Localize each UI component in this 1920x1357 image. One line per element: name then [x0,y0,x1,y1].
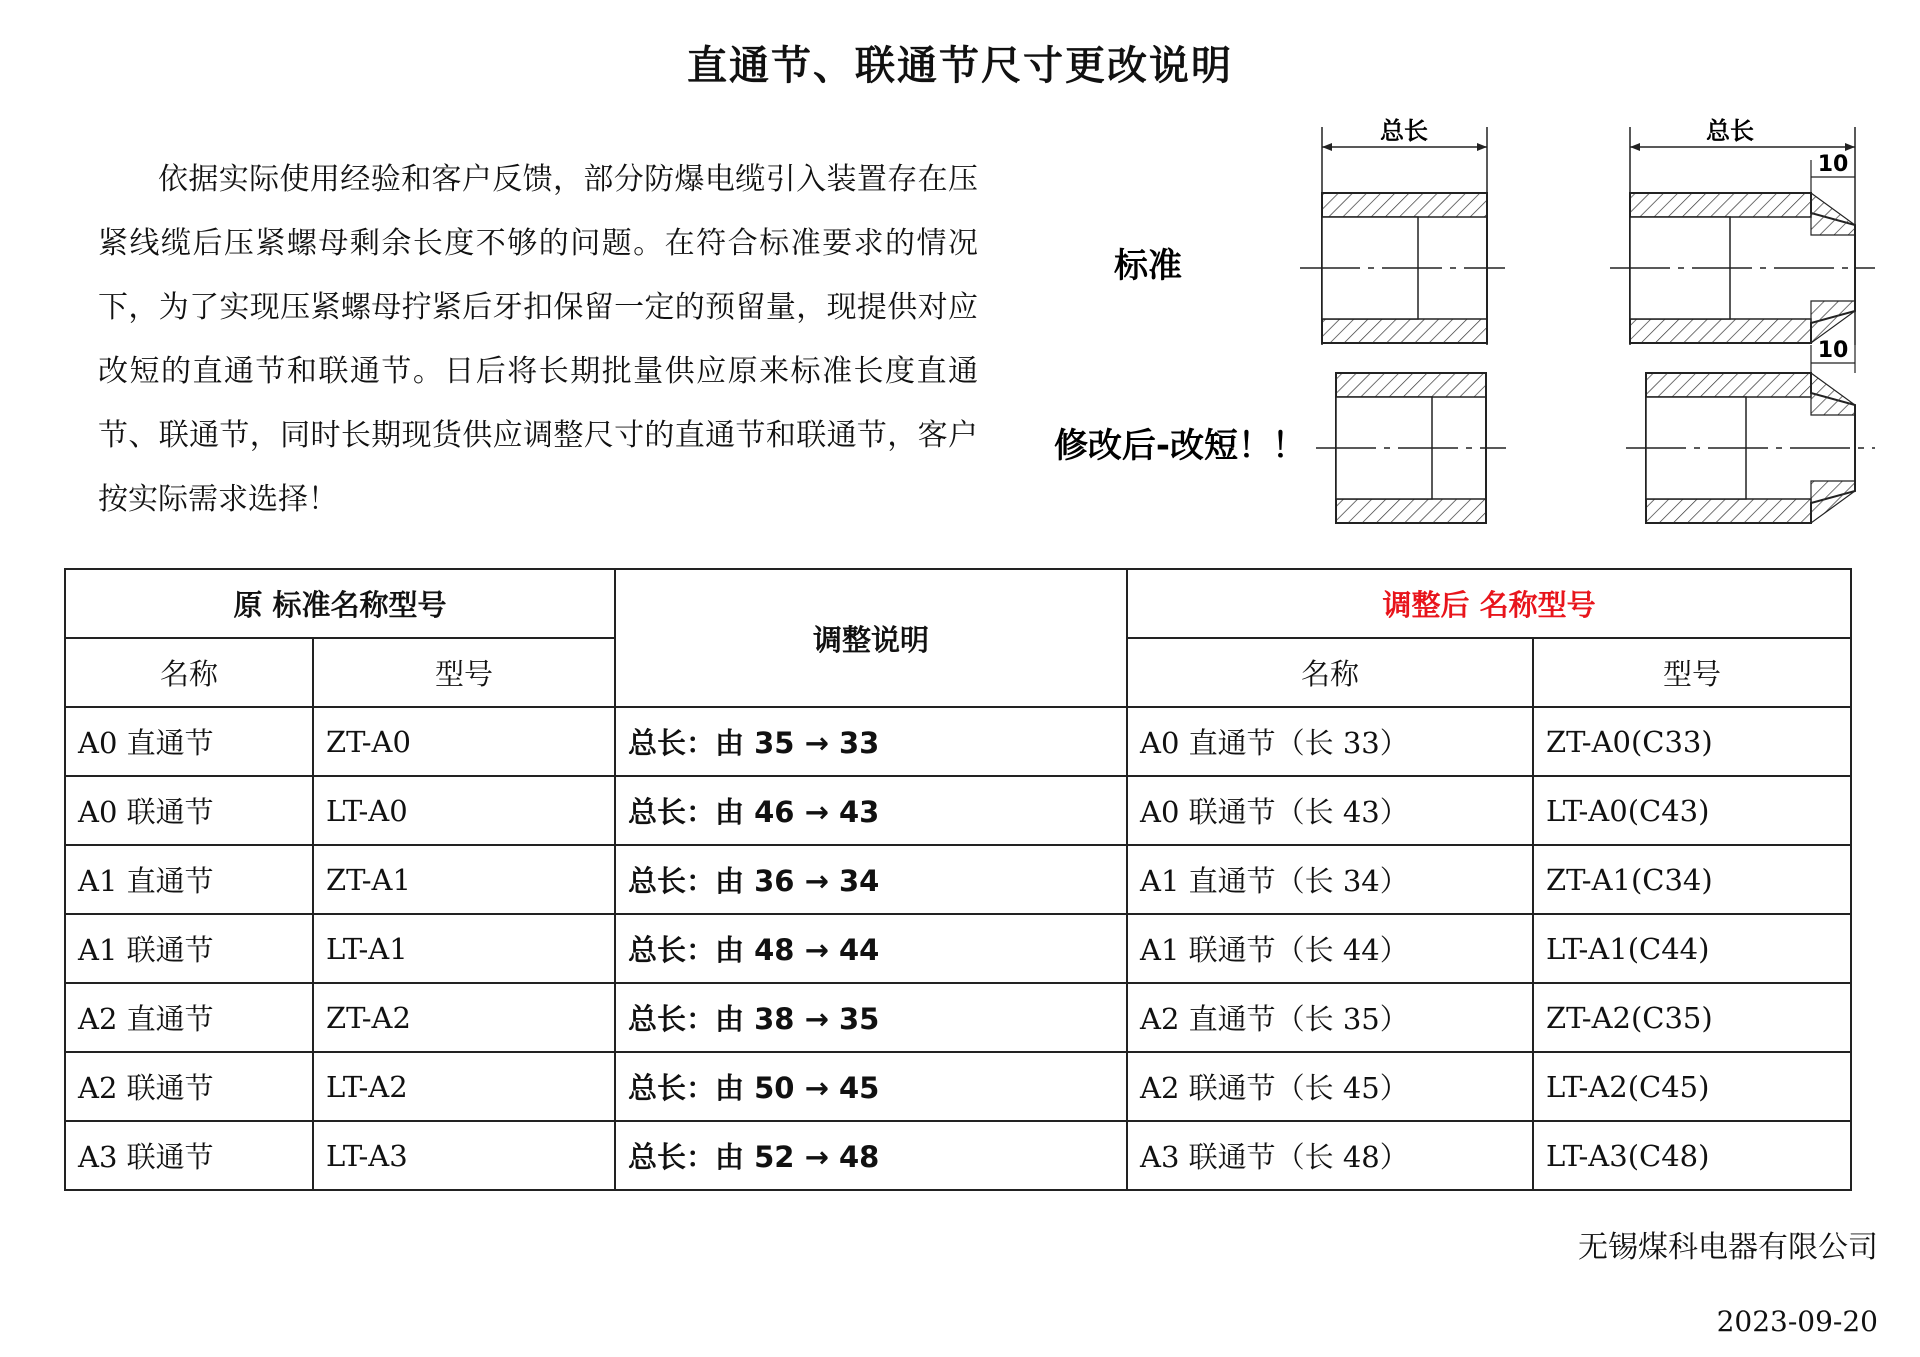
orig-name-cell: A0 联通节 [65,776,313,845]
new-model-cell: LT-A2(C45) [1533,1052,1851,1121]
spec-change-table [64,568,1852,1191]
orig-name-cell: A1 直通节 [65,845,313,914]
orig-header: 原 标准名称型号 [65,569,615,638]
new-name-cell: A1 联通节（长 44） [1127,914,1533,983]
orig-model-cell: LT-A2 [313,1052,615,1121]
col-new-model: 型号 [1533,638,1851,707]
orig-model-cell: LT-A1 [313,914,615,983]
orig-model-cell: ZT-A0 [313,707,615,776]
col-new-name: 名称 [1127,638,1533,707]
dimension-diagram [1030,105,1900,545]
change-cell: 总长：由 52 → 48 [615,1121,1127,1190]
orig-model-cell: LT-A3 [313,1121,615,1190]
new-name-cell: A2 直通节（长 35） [1127,983,1533,1052]
standard-union-coupling [1610,117,1875,345]
modified-union-coupling [1626,338,1875,523]
orig-name-cell: A2 联通节 [65,1052,313,1121]
table-row [65,707,1851,776]
intro-paragraph: 依据实际使用经验和客户反馈，部分防爆电缆引入装置存在压紧线缆后压紧螺母剩余长度不够的问题。在符合标准要求的情况下，为了实现压紧螺母拧紧后牙扣保留一定的预留量，现提供对应改短的直通节和联通节。日后将长期批量供应原来标准长度直通节、联通节，同时长期现货供应调整尺寸的直通节和联通节，客户按实际需求选择！ [98,162,978,517]
dim-total-1: 总长 [1380,117,1428,145]
company-name: 无锡煤科电器有限公司 [1578,1230,1878,1265]
table-row [65,983,1851,1052]
change-cell: 总长：由 35 → 33 [615,707,1127,776]
new-name-cell: A1 直通节（长 34） [1127,845,1533,914]
orig-name-cell: A3 联通节 [65,1121,313,1190]
new-model-cell: ZT-A1(C34) [1533,845,1851,914]
change-cell: 总长：由 48 → 44 [615,914,1127,983]
new-name-cell: A0 联通节（长 43） [1127,776,1533,845]
col-orig-model: 型号 [313,638,615,707]
new-header: 调整后 名称型号 [1127,569,1851,638]
table-row [65,1121,1851,1190]
orig-model-cell: ZT-A2 [313,983,615,1052]
col-orig-name: 名称 [65,638,313,707]
orig-model-cell: ZT-A1 [313,845,615,914]
new-model-cell: LT-A3(C48) [1533,1121,1851,1190]
modified-straight-coupling [1316,373,1506,523]
new-model-cell: LT-A0(C43) [1533,776,1851,845]
label-modified: 修改后-改短！！ [1053,426,1307,466]
change-cell: 总长：由 50 → 45 [615,1052,1127,1121]
table-row [65,1052,1851,1121]
orig-model-cell: LT-A0 [313,776,615,845]
table-header-row [65,569,1851,638]
change-cell: 总长：由 38 → 35 [615,983,1127,1052]
new-model-cell: ZT-A2(C35) [1533,983,1851,1052]
change-header: 调整说明 [615,569,1127,707]
table-row [65,776,1851,845]
dim-10-2: 10 [1817,338,1849,363]
new-model-cell: ZT-A0(C33) [1533,707,1851,776]
document-date: 2023-09-20 [1716,1305,1878,1338]
orig-name-cell: A1 联通节 [65,914,313,983]
orig-name-cell: A2 直通节 [65,983,313,1052]
standard-straight-coupling [1300,117,1505,345]
change-cell: 总长：由 46 → 43 [615,776,1127,845]
new-name-cell: A0 直通节（长 33） [1127,707,1533,776]
table-row [65,914,1851,983]
new-name-cell: A2 联通节（长 45） [1127,1052,1533,1121]
label-standard: 标准 [1114,246,1182,286]
dim-10-1: 10 [1817,152,1849,177]
change-cell: 总长：由 36 → 34 [615,845,1127,914]
new-model-cell: LT-A1(C44) [1533,914,1851,983]
new-name-cell: A3 联通节（长 48） [1127,1121,1533,1190]
dim-total-2: 总长 [1706,117,1754,145]
page-title: 直通节、联通节尺寸更改说明 [687,43,1233,89]
table-row [65,845,1851,914]
orig-name-cell: A0 直通节 [65,707,313,776]
